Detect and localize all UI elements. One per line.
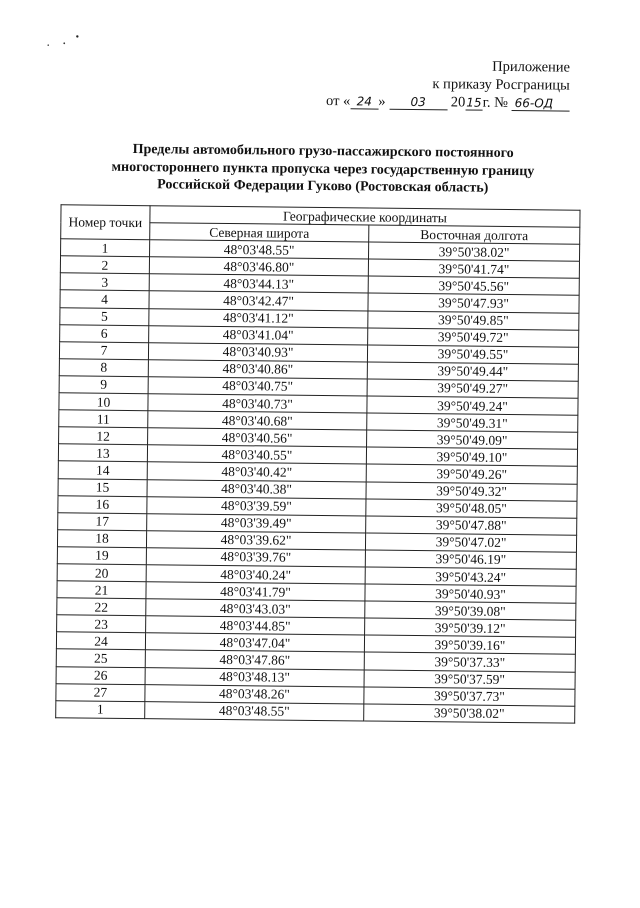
cell-point-number: 14 [58, 461, 147, 479]
cell-point-number: 7 [59, 342, 148, 360]
cell-point-number: 19 [57, 547, 146, 565]
cell-latitude: 48°03'40.42" [147, 462, 366, 481]
cell-longitude: 39°50'38.02" [364, 704, 575, 723]
cell-latitude: 48°03'40.24" [146, 565, 365, 584]
cell-longitude: 39°50'39.12" [365, 618, 576, 637]
appendix-order-ref: к приказу Росграницы [432, 76, 570, 94]
cell-latitude: 48°03'48.26" [145, 684, 364, 703]
cell-latitude: 48°03'40.56" [148, 428, 367, 447]
cell-point-number: 9 [59, 376, 148, 394]
cell-latitude: 48°03'44.13" [149, 274, 368, 293]
cell-point-number: 2 [60, 256, 149, 274]
cell-latitude: 48°03'39.59" [147, 496, 366, 515]
cell-longitude: 39°50'43.24" [365, 567, 576, 586]
cell-longitude: 39°50'39.08" [365, 601, 576, 620]
cell-latitude: 48°03'39.62" [146, 530, 365, 549]
cell-latitude: 48°03'40.73" [148, 394, 367, 413]
cell-point-number: 18 [57, 530, 146, 548]
cell-point-number: 17 [58, 512, 147, 530]
cell-longitude: 39°50'49.09" [367, 430, 578, 449]
cell-longitude: 39°50'38.02" [368, 242, 579, 261]
cell-latitude: 48°03'40.68" [148, 411, 367, 430]
cell-latitude: 48°03'40.93" [148, 342, 367, 361]
header-point-number: Номер точки [61, 205, 150, 240]
header-east-longitude: Восточная долгота [369, 225, 580, 244]
date-prefix: от « [325, 93, 351, 110]
cell-longitude: 39°50'49.31" [367, 413, 578, 432]
cell-longitude: 39°50'39.16" [364, 635, 575, 654]
cell-longitude: 39°50'49.44" [367, 362, 578, 381]
date-day-handwritten: 24 [350, 94, 378, 109]
cell-point-number: 22 [57, 598, 146, 616]
cell-latitude: 48°03'48.55" [150, 240, 369, 259]
cell-point-number: 4 [60, 290, 149, 308]
cell-latitude: 48°03'47.86" [145, 650, 364, 669]
cell-longitude: 39°50'47.93" [368, 293, 579, 312]
number-prefix: г. № [482, 94, 509, 111]
appendix-block [310, 56, 571, 113]
cell-latitude: 48°03'47.04" [145, 633, 364, 652]
cell-point-number: 23 [57, 615, 146, 633]
cell-point-number: 3 [60, 273, 149, 291]
cell-point-number: 27 [56, 683, 145, 701]
date-mid: » [378, 93, 386, 110]
cell-latitude: 48°03'43.03" [146, 599, 365, 618]
cell-latitude: 48°03'39.49" [147, 513, 366, 532]
cell-point-number: 16 [58, 495, 147, 513]
cell-latitude: 48°03'40.75" [148, 377, 367, 396]
cell-latitude: 48°03'48.13" [145, 667, 364, 686]
header-north-latitude: Северная широта [150, 223, 369, 242]
cell-point-number: 15 [58, 478, 147, 496]
document-title [83, 141, 564, 199]
cell-longitude: 39°50'37.59" [364, 670, 575, 689]
cell-latitude: 48°03'40.38" [147, 479, 366, 498]
title-line-2: многостороннего пункта пропуска через государственную границу [111, 159, 535, 179]
cell-point-number: 20 [57, 564, 146, 582]
cell-point-number: 11 [59, 410, 148, 428]
cell-longitude: 39°50'46.19" [365, 550, 576, 569]
cell-point-number: 1 [61, 239, 150, 257]
cell-latitude: 48°03'48.55" [145, 701, 364, 720]
cell-longitude: 39°50'49.27" [367, 379, 578, 398]
cell-latitude: 48°03'41.79" [146, 582, 365, 601]
cell-latitude: 48°03'41.12" [149, 308, 368, 327]
date-month-handwritten: 03 [389, 95, 447, 111]
coordinates-table [55, 204, 580, 723]
year-suffix-handwritten: 15 [466, 95, 482, 110]
cell-longitude: 39°50'48.05" [366, 499, 577, 518]
cell-point-number: 8 [59, 359, 148, 377]
cell-longitude: 39°50'49.26" [366, 464, 577, 483]
cell-longitude: 39°50'49.10" [366, 447, 577, 466]
cell-point-number: 26 [56, 666, 145, 684]
cell-longitude: 39°50'49.85" [368, 311, 579, 330]
appendix-date-line [310, 92, 570, 113]
cell-latitude: 48°03'41.04" [149, 325, 368, 344]
title-line-3: Российской Федерации Гуково (Ростовская область) [157, 177, 489, 196]
appendix-title: Приложение [492, 58, 571, 76]
cell-latitude: 48°03'44.85" [146, 616, 365, 635]
cell-latitude: 48°03'39.76" [146, 548, 365, 567]
cell-longitude: 39°50'37.33" [364, 652, 575, 671]
cell-longitude: 39°50'47.88" [366, 516, 577, 535]
year-prefix: 20 [450, 94, 466, 111]
cell-point-number: 1 [56, 700, 145, 718]
cell-point-number: 10 [59, 393, 148, 411]
scan-specks [44, 33, 84, 49]
cell-longitude: 39°50'40.93" [365, 584, 576, 603]
cell-point-number: 5 [60, 307, 149, 325]
order-number-handwritten: 66-ОД [512, 96, 570, 112]
cell-longitude: 39°50'45.56" [368, 276, 579, 295]
cell-point-number: 6 [60, 324, 149, 342]
cell-latitude: 48°03'40.86" [148, 360, 367, 379]
cell-longitude: 39°50'37.73" [364, 687, 575, 706]
cell-point-number: 13 [58, 444, 147, 462]
cell-longitude: 39°50'49.24" [367, 396, 578, 415]
cell-longitude: 39°50'49.72" [368, 328, 579, 347]
cell-point-number: 21 [57, 581, 146, 599]
cell-longitude: 39°50'49.32" [366, 481, 577, 500]
cell-latitude: 48°03'40.55" [147, 445, 366, 464]
cell-latitude: 48°03'42.47" [149, 291, 368, 310]
cell-point-number: 25 [56, 649, 145, 667]
cell-point-number: 24 [56, 632, 145, 650]
cell-longitude: 39°50'41.74" [368, 259, 579, 278]
cell-latitude: 48°03'46.80" [149, 257, 368, 276]
cell-point-number: 12 [59, 427, 148, 445]
title-line-1: Пределы автомобильного грузо-пассажирского постоянного [132, 142, 514, 162]
cell-longitude: 39°50'47.02" [365, 533, 576, 552]
cell-longitude: 39°50'49.55" [367, 345, 578, 364]
header-geo-coordinates: Географические координаты [150, 206, 580, 228]
